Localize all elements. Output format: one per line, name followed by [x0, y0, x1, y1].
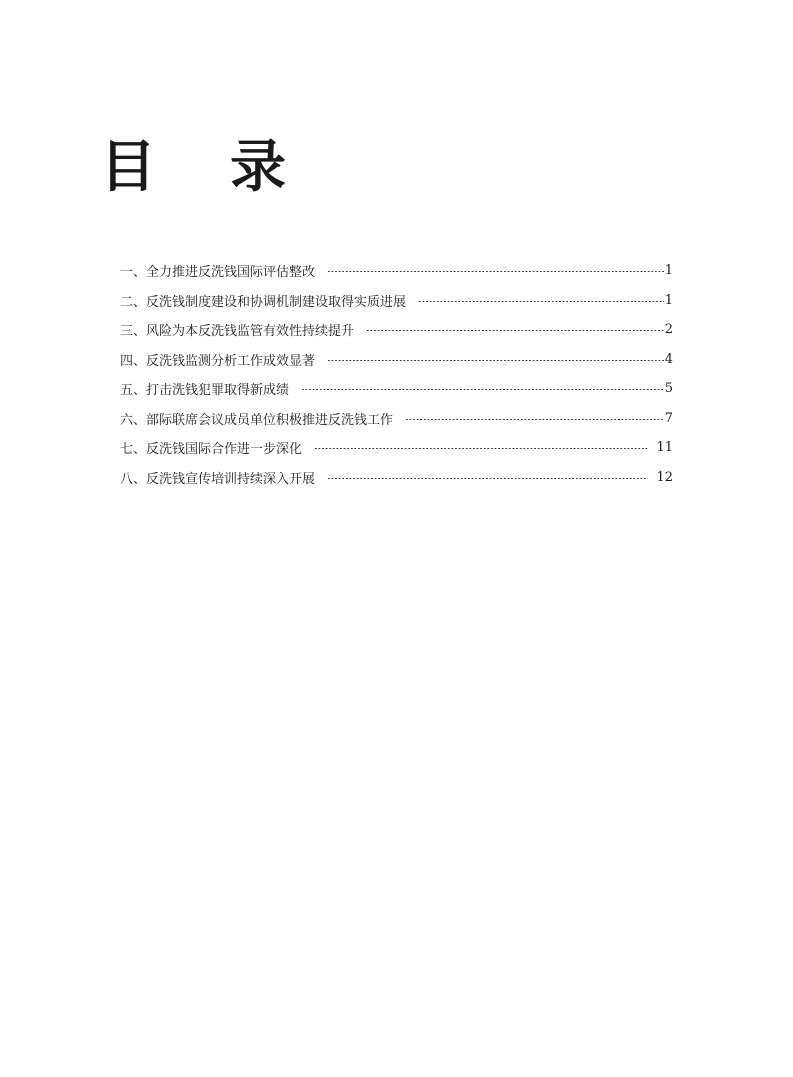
toc-dot-leader: [327, 271, 664, 272]
toc-entry[interactable]: [120, 404, 673, 434]
toc-dot-leader: [327, 478, 648, 479]
page-title-char-2: 录: [230, 135, 286, 200]
toc-entry[interactable]: [120, 463, 673, 493]
toc-entry-label: 六、部际联席会议成员单位积极推进反洗钱工作: [120, 412, 394, 428]
toc-page-number: 2: [664, 322, 673, 338]
toc-entry[interactable]: [120, 433, 673, 463]
toc-dot-leader: [314, 448, 648, 449]
toc-dot-leader: [301, 389, 664, 390]
page-title-char-1: 目: [100, 135, 156, 200]
toc-entry[interactable]: [120, 256, 673, 286]
toc-entry[interactable]: [120, 374, 673, 404]
toc-entry-label: 七、反洗钱国际合作进一步深化: [120, 442, 303, 458]
toc-dot-leader: [366, 330, 664, 331]
toc-dot-leader: [418, 301, 664, 302]
table-of-contents: [120, 256, 673, 492]
toc-page-number: 4: [664, 351, 673, 367]
toc-entry-label: 三、风险为本反洗钱监管有效性持续提升: [120, 324, 355, 340]
toc-entry-label: 一、全力推进反洗钱国际评估整改: [120, 265, 316, 281]
toc-entry-label: 二、反洗钱制度建设和协调机制建设取得实质进展: [120, 294, 407, 310]
toc-dot-leader: [405, 419, 664, 420]
toc-page-number: 5: [664, 381, 673, 397]
toc-page-number: 11: [656, 440, 673, 456]
toc-page-number: 1: [664, 292, 673, 308]
toc-page-number: 12: [656, 469, 673, 485]
toc-entry[interactable]: [120, 315, 673, 345]
toc-entry-label: 五、打击洗钱犯罪取得新成绩: [120, 383, 290, 399]
page-title: [100, 135, 286, 200]
toc-entry[interactable]: [120, 286, 673, 316]
toc-page-number: 1: [664, 263, 673, 279]
toc-entry-label: 八、反洗钱宣传培训持续深入开展: [120, 471, 316, 487]
toc-dot-leader: [327, 360, 664, 361]
toc-page-number: 7: [664, 410, 673, 426]
toc-entry[interactable]: [120, 345, 673, 375]
toc-entry-label: 四、反洗钱监测分析工作成效显著: [120, 353, 316, 369]
